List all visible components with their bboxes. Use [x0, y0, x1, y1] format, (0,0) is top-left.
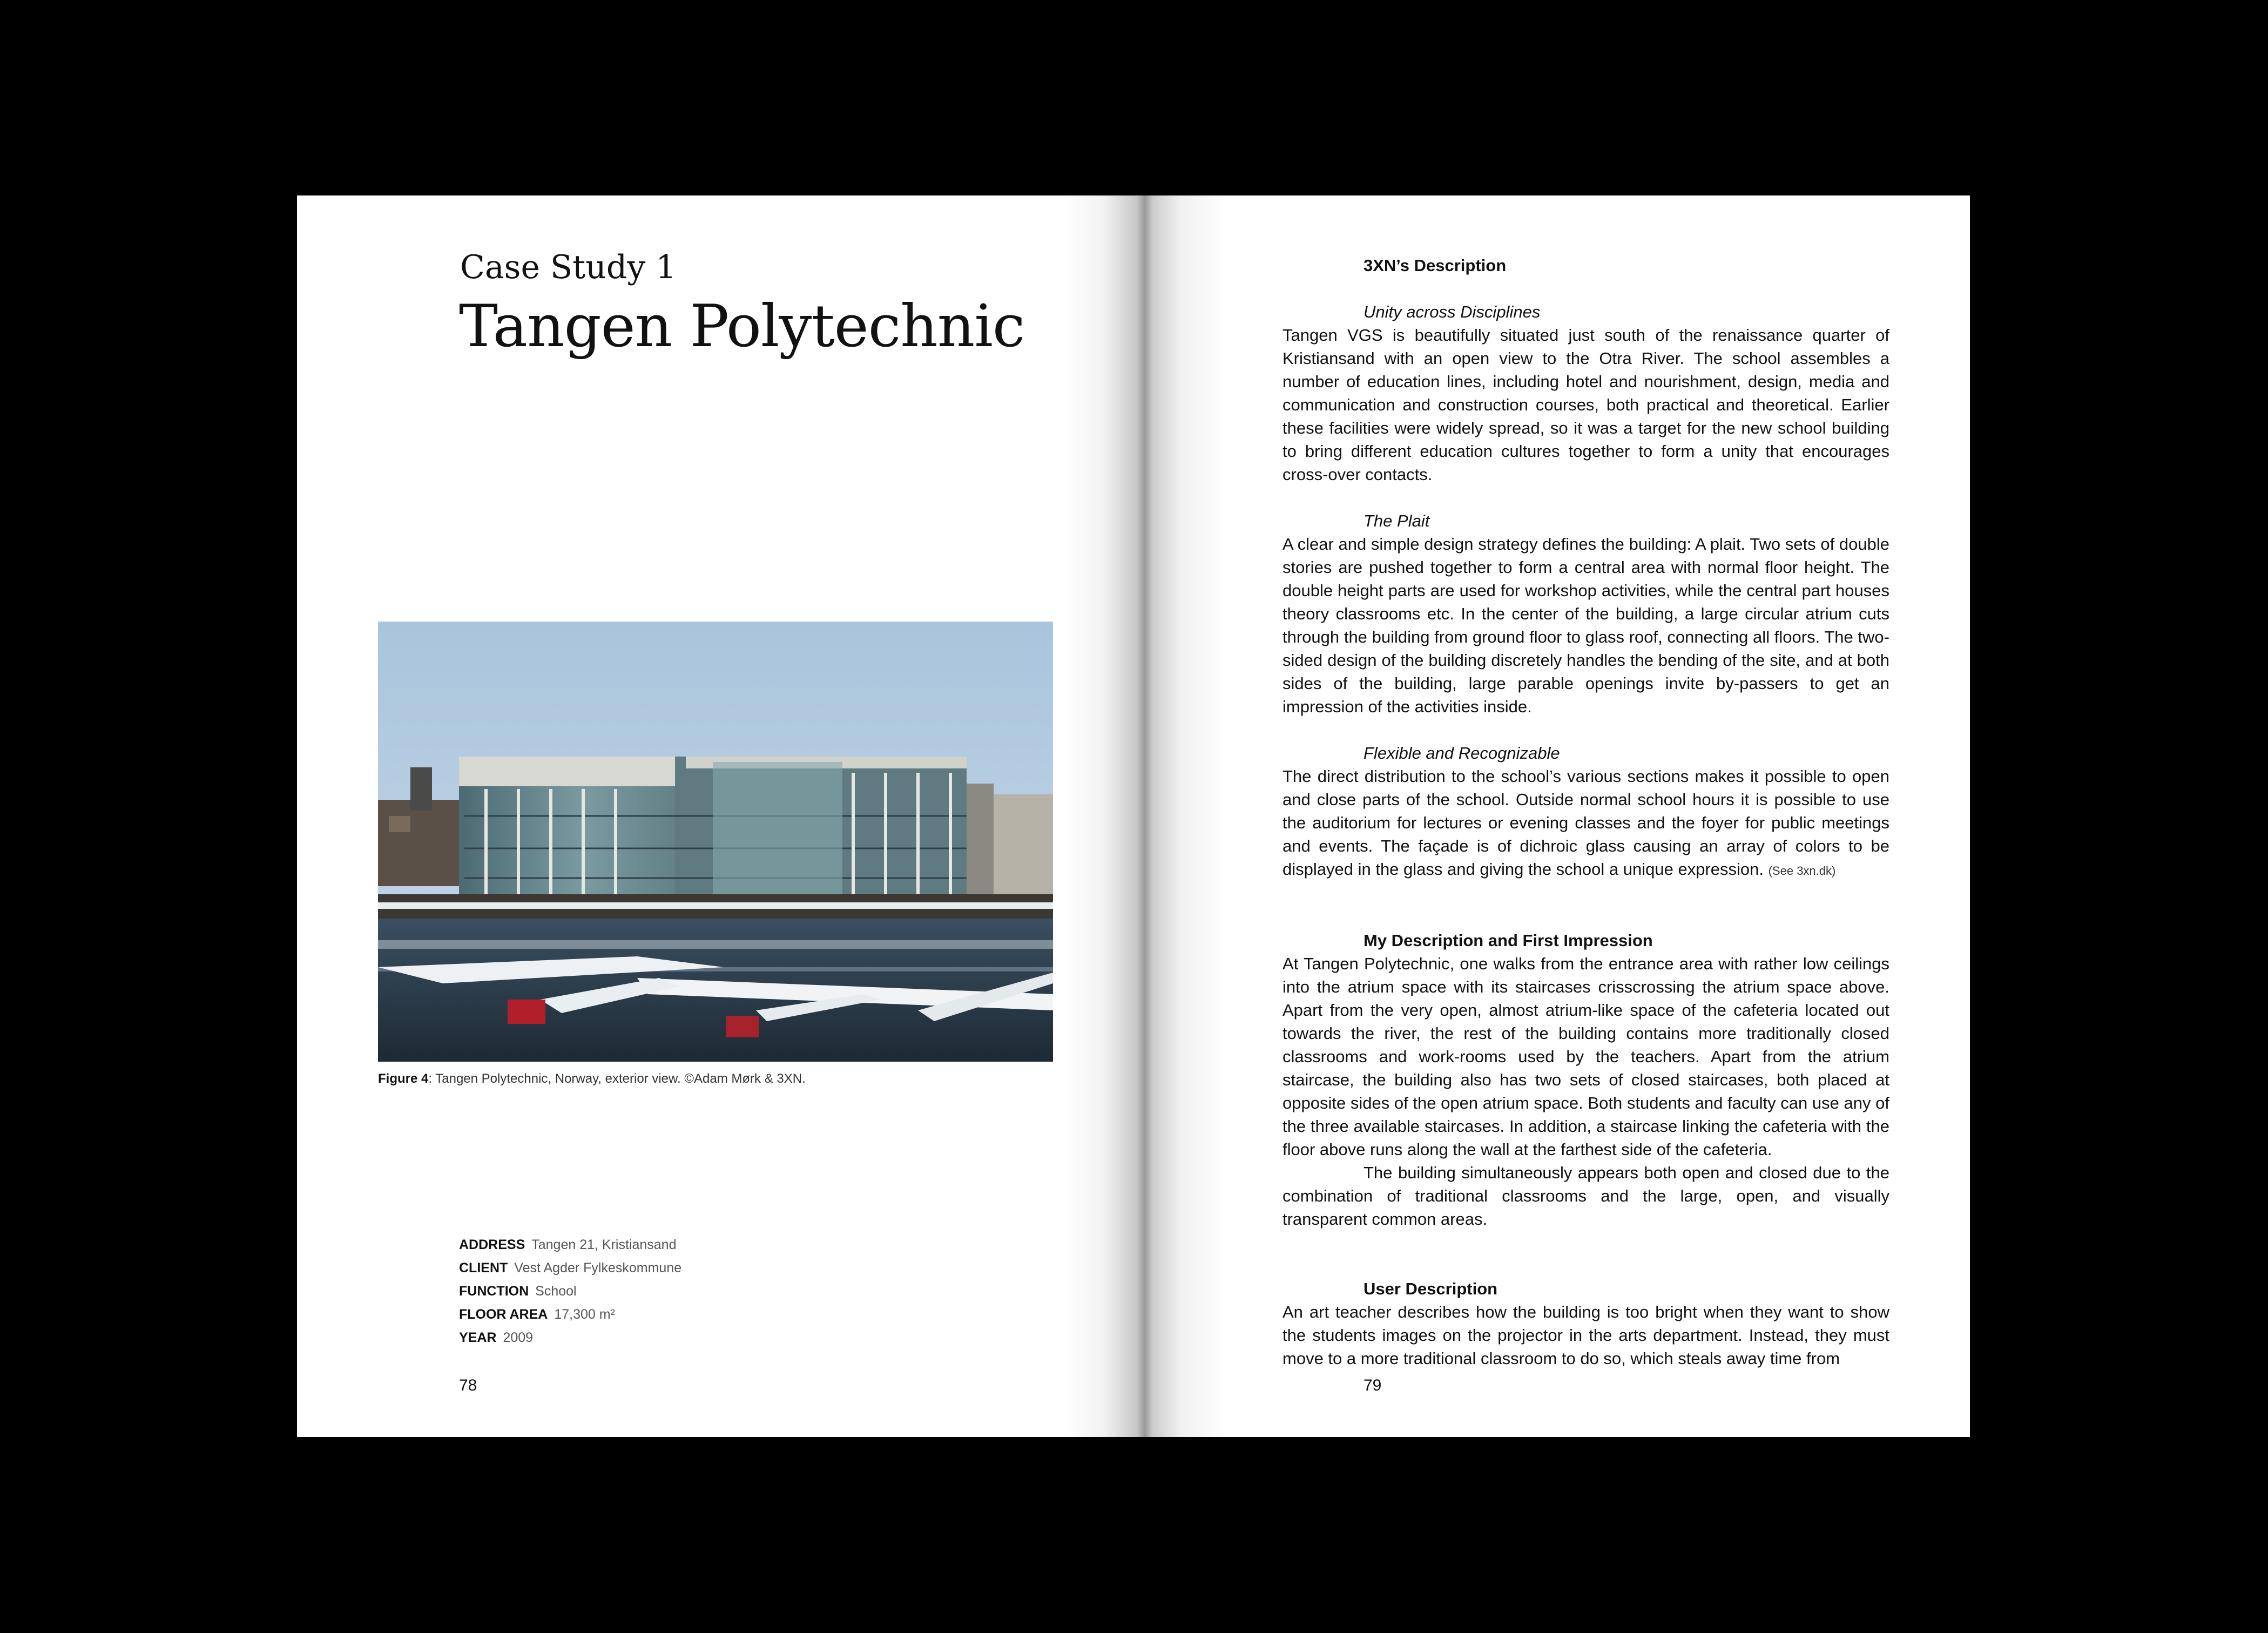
right-page-text	[1282, 254, 1889, 1370]
section-heading-3xn: 3XN’s Description	[1364, 256, 1507, 275]
source-note: (See 3xn.dk)	[1768, 864, 1836, 878]
page-number-left: 78	[459, 1376, 477, 1394]
fact-address	[459, 1233, 681, 1257]
fact-client	[459, 1257, 681, 1280]
paragraph-my-description: At Tangen Polytechnic, one walks from the entrance area with rather low ceilings into the atrium space with its staircases crisscrossing the atrium space above. Apart from the very open, almost atrium-like space of the cafeteria located out towards the river, the rest of the building contains more traditionally closed classrooms and work-rooms used by the teachers. Apart from the atrium staircase, the building also has two sets of closed staircases, both placed at opposite sides of the open atrium space. Both students and faculty can use any of the three available staircases. In addition, a staircase linking the cafeteria with the floor above runs along the wall at the farthest side of the cafeteria.	[1282, 954, 1889, 1159]
figure-text: : Tangen Polytechnic, Norway, exterior view. ©Adam Mørk & 3XN.	[428, 1071, 806, 1086]
subheading-unity: Unity across Disciplines	[1364, 302, 1541, 321]
paragraph-unity: Tangen VGS is beautifully situated just south of the renaissance quarter of Kristiansand with an open view to the Otra River. The school assembles a number of education lines, including hotel and nourishment, design, media and communication and construction courses, both practical and theoretical. Earlier these facilities were widely spread, so it was a target for the new school building to bring different education cultures together to form a unity that encourages cross-over contacts.	[1282, 326, 1889, 484]
section-heading-user: User Description	[1364, 1279, 1498, 1298]
fact-value: School	[535, 1284, 577, 1299]
fact-key: FLOOR AREA	[459, 1307, 548, 1322]
fact-value: Tangen 21, Kristiansand	[531, 1237, 677, 1252]
fact-year	[459, 1326, 681, 1349]
fact-key: FUNCTION	[459, 1284, 529, 1299]
figure-caption	[378, 1071, 806, 1087]
fact-value: 2009	[503, 1330, 534, 1345]
paragraph-flexible-text: The direct distribution to the school’s various sections makes it possible to open and close parts of the school. Outside normal school hours it is possible to use the auditorium for lectures or evening classes and the foyer for public meetings and events. The façade is of dichroic glass causing an array of colors to be displayed in the glass and giving the school a unique expression.	[1282, 767, 1889, 879]
figure-label: Figure 4	[378, 1071, 429, 1086]
page-number-right: 79	[1364, 1376, 1382, 1394]
paragraph-flexible	[1282, 765, 1889, 882]
book-gutter-shadow	[1064, 195, 1226, 1437]
book-spread	[297, 195, 1970, 1437]
fact-value: Vest Agder Fylkeskommune	[514, 1260, 682, 1276]
facts-list	[459, 1233, 681, 1349]
subheading-plait: The Plait	[1364, 511, 1430, 530]
subheading-flexible: Flexible and Recognizable	[1364, 744, 1560, 762]
case-study-kicker: Case Study 1	[460, 248, 677, 286]
case-study-title: Tangen Polytechnic	[459, 293, 1025, 360]
section-heading-my-description: My Description and First Impression	[1364, 931, 1653, 950]
paragraph-open-closed: The building simultaneously appears both open and closed due to the combination of traditional classrooms and the large, open, and visually transparent common areas.	[1282, 1163, 1889, 1229]
fact-floor-area	[459, 1303, 681, 1326]
paragraph-user: An art teacher describes how the building is too bright when they want to show the students images on the projector in the arts department. Instead, they must move to a more traditional classroom to do so, which steals away time from	[1282, 1303, 1889, 1368]
fact-key: YEAR	[459, 1330, 497, 1345]
paragraph-plait: A clear and simple design strategy defines the building: A plait. Two sets of double stories are pushed together to form a central area with normal floor height. The double height parts are used for workshop activities, while the central part houses theory classrooms etc. In the center of the building, a large circular atrium cuts through the building from ground floor to glass roof, connecting all floors. The two-sided design of the building discretely handles the bending of the site, and at both sides of the building, large parable openings invite by-passers to get an impression of the activities inside.	[1282, 535, 1889, 716]
building-photo	[378, 622, 1053, 1062]
fact-key: ADDRESS	[459, 1237, 525, 1252]
fact-value: 17,300 m²	[554, 1307, 615, 1322]
fact-function	[459, 1280, 681, 1303]
fact-key: CLIENT	[459, 1260, 508, 1276]
